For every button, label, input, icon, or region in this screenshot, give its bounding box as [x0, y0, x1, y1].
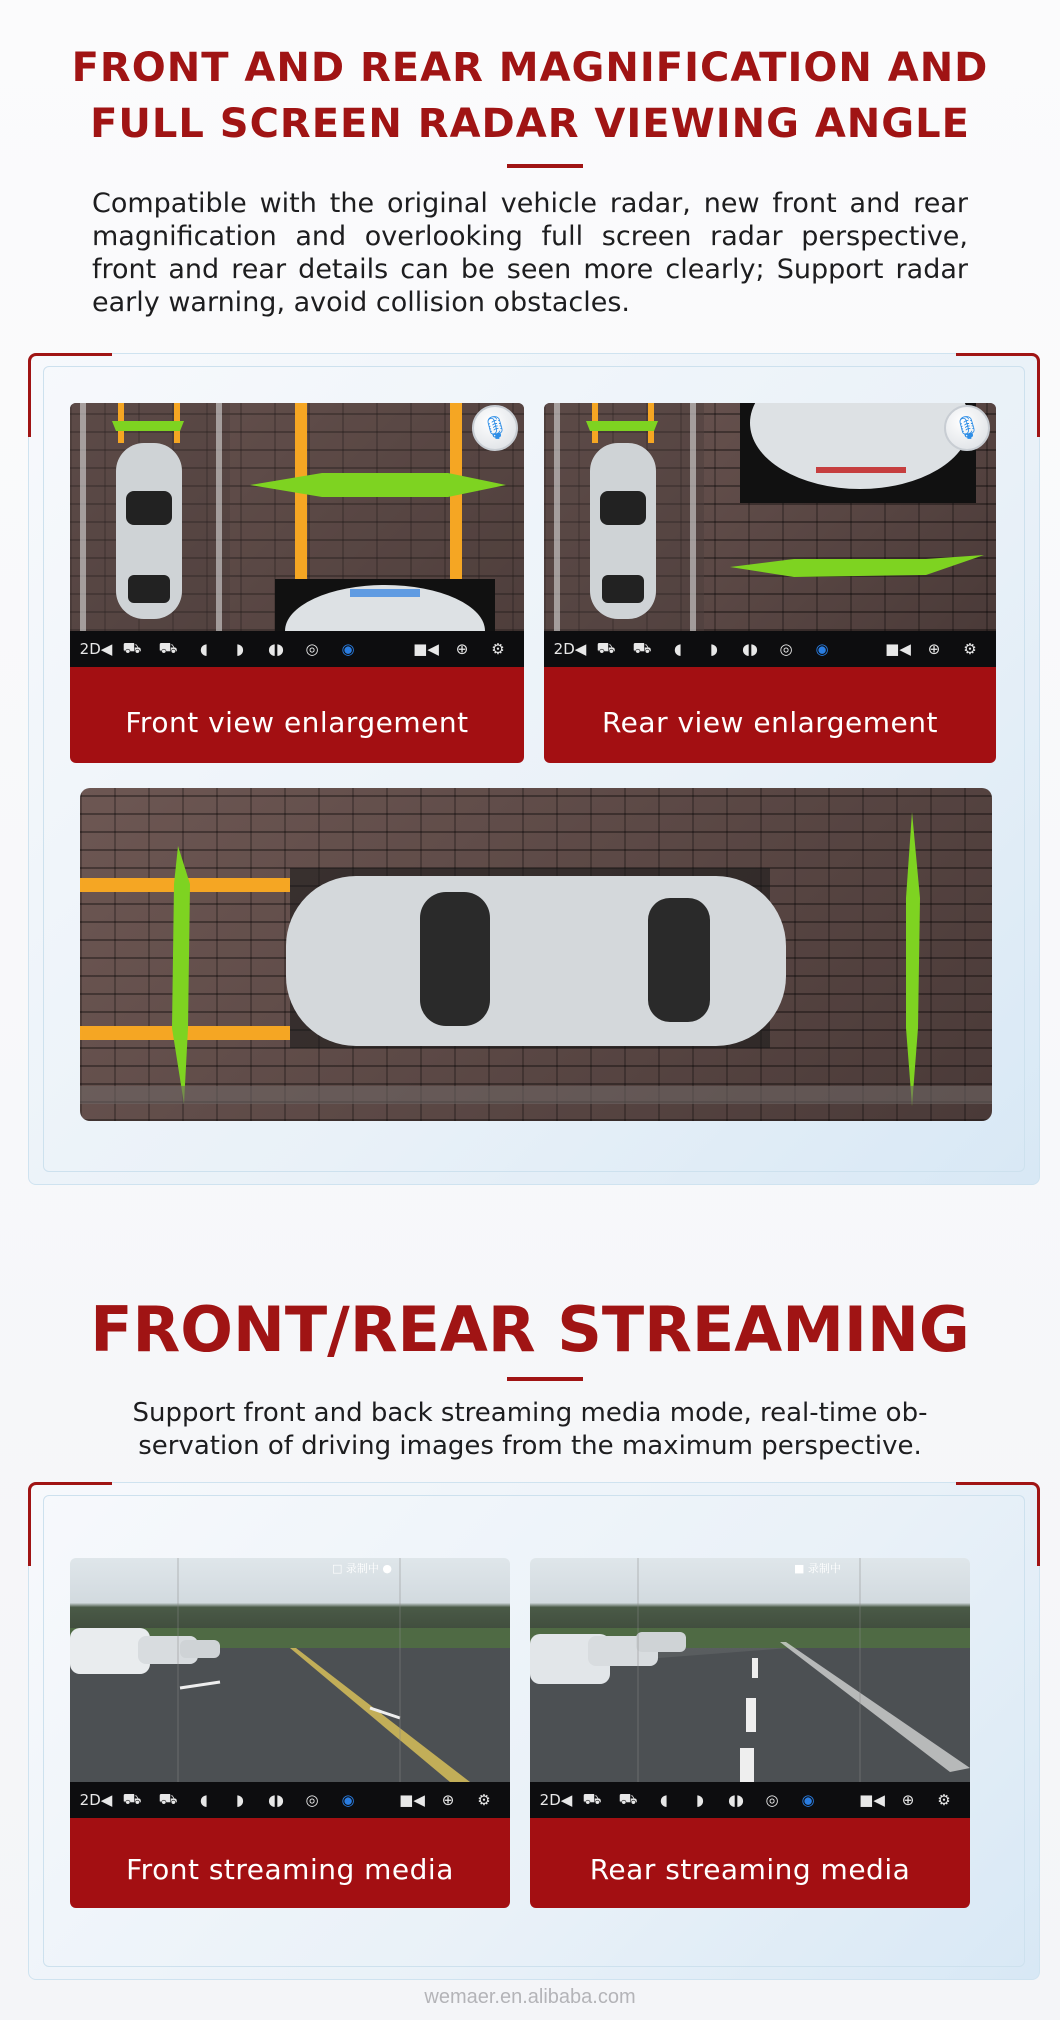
- add-icon[interactable]: ⊕: [441, 1791, 455, 1809]
- footer-watermark: wemaer.en.alibaba.com: [424, 1986, 636, 2008]
- microphone-icon[interactable]: 🎙: [472, 405, 518, 451]
- radar-active-icon[interactable]: ◉: [815, 640, 829, 658]
- rear-camera-icon[interactable]: ⛟: [618, 1790, 638, 1808]
- right-camera-icon[interactable]: ◗: [696, 1791, 704, 1809]
- recording-label: ■ 录制中: [794, 1562, 841, 1575]
- settings-icon[interactable]: ⚙: [491, 640, 505, 658]
- dual-camera-icon[interactable]: ◖◗: [728, 1791, 744, 1809]
- radar-active-icon[interactable]: ◉: [341, 1791, 355, 1809]
- front-camera-icon[interactable]: ⛟: [596, 639, 616, 657]
- section-title-streaming: FRONT/REAR STREAMING: [90, 1293, 970, 1366]
- rear-streaming-scene: [530, 1558, 970, 1782]
- dual-camera-icon[interactable]: ◖◗: [742, 640, 758, 658]
- add-icon[interactable]: ⊕: [901, 1791, 915, 1809]
- settings-icon[interactable]: ⚙: [937, 1791, 951, 1809]
- front-view-scene: [70, 403, 524, 631]
- rear-view-screenshot: [544, 403, 996, 631]
- front-view-toolbar: [70, 631, 524, 667]
- left-camera-icon[interactable]: ◖: [200, 640, 208, 658]
- right-camera-icon[interactable]: ◗: [236, 1791, 244, 1809]
- card-rear-view[interactable]: [544, 403, 996, 763]
- rear-streaming-caption: Rear streaming media: [530, 1818, 970, 1908]
- settings-icon[interactable]: ⚙: [477, 1791, 491, 1809]
- record-icon[interactable]: ■◀: [885, 640, 911, 658]
- title-underline: [507, 164, 583, 168]
- section-description: Compatible with the original vehicle radar, new front and rear magnification and overlooking full screen radar perspective, front and rear details can be seen more clearly; Support radar early warning, avoid collision obstacles.: [92, 188, 968, 318]
- front-streaming-screenshot: [70, 1558, 510, 1782]
- record-icon[interactable]: ■◀: [399, 1791, 425, 1809]
- full-screen-radar-scene: [80, 788, 992, 1121]
- 2d-view-icon[interactable]: 2D◀: [79, 1791, 113, 1809]
- settings-icon[interactable]: ⚙: [963, 640, 977, 658]
- radar-icon[interactable]: ◎: [305, 640, 319, 658]
- rear-view-caption: Rear view enlargement: [544, 667, 996, 763]
- title-line-2: FULL SCREEN RADAR VIEWING ANGLE: [90, 101, 970, 147]
- rear-camera-icon[interactable]: ⛟: [632, 639, 652, 657]
- streaming-description-line-2: servation of driving images from the maximum perspective.: [138, 1431, 922, 1461]
- full-screen-radar-view[interactable]: [80, 788, 992, 1121]
- front-camera-icon[interactable]: ⛟: [122, 1790, 142, 1808]
- card-front-streaming[interactable]: [70, 1558, 510, 1908]
- record-icon[interactable]: ■◀: [859, 1791, 885, 1809]
- front-view-caption: Front view enlargement: [70, 667, 524, 763]
- rear-camera-icon[interactable]: ⛟: [158, 1790, 178, 1808]
- section-title-magnification: [0, 40, 1060, 152]
- title-underline: [507, 1377, 583, 1381]
- rear-streaming-screenshot: [530, 1558, 970, 1782]
- card-front-view[interactable]: [70, 403, 524, 763]
- left-camera-icon[interactable]: ◖: [674, 640, 682, 658]
- front-streaming-caption: Front streaming media: [70, 1818, 510, 1908]
- right-camera-icon[interactable]: ◗: [236, 640, 244, 658]
- 2d-view-icon[interactable]: 2D◀: [79, 640, 113, 658]
- rear-view-scene: [544, 403, 996, 631]
- streaming-description-line-1: Support front and back streaming media mode, real-time ob-: [132, 1398, 928, 1428]
- rear-camera-icon[interactable]: ⛟: [158, 639, 178, 657]
- radar-active-icon[interactable]: ◉: [341, 640, 355, 658]
- front-camera-icon[interactable]: ⛟: [582, 1790, 602, 1808]
- title-line-1: FRONT AND REAR MAGNIFICATION AND: [71, 45, 989, 91]
- rear-streaming-toolbar: [530, 1782, 970, 1818]
- left-camera-icon[interactable]: ◖: [660, 1791, 668, 1809]
- dual-camera-icon[interactable]: ◖◗: [268, 640, 284, 658]
- radar-active-icon[interactable]: ◉: [801, 1791, 815, 1809]
- left-camera-icon[interactable]: ◖: [200, 1791, 208, 1809]
- front-camera-icon[interactable]: ⛟: [122, 639, 142, 657]
- add-icon[interactable]: ⊕: [455, 640, 469, 658]
- add-icon[interactable]: ⊕: [927, 640, 941, 658]
- streaming-description: [110, 1397, 950, 1463]
- dual-camera-icon[interactable]: ◖◗: [268, 1791, 284, 1809]
- right-camera-icon[interactable]: ◗: [710, 640, 718, 658]
- 2d-view-icon[interactable]: 2D◀: [553, 640, 587, 658]
- 2d-view-icon[interactable]: 2D◀: [539, 1791, 573, 1809]
- recording-label: □ 录制中 ●: [332, 1562, 392, 1575]
- front-streaming-scene: [70, 1558, 510, 1782]
- radar-icon[interactable]: ◎: [765, 1791, 779, 1809]
- radar-icon[interactable]: ◎: [779, 640, 793, 658]
- microphone-icon[interactable]: 🎙: [944, 405, 990, 451]
- front-streaming-toolbar: [70, 1782, 510, 1818]
- record-icon[interactable]: ■◀: [413, 640, 439, 658]
- card-rear-streaming[interactable]: [530, 1558, 970, 1908]
- rear-view-toolbar: [544, 631, 996, 667]
- radar-icon[interactable]: ◎: [305, 1791, 319, 1809]
- front-view-screenshot: [70, 403, 524, 631]
